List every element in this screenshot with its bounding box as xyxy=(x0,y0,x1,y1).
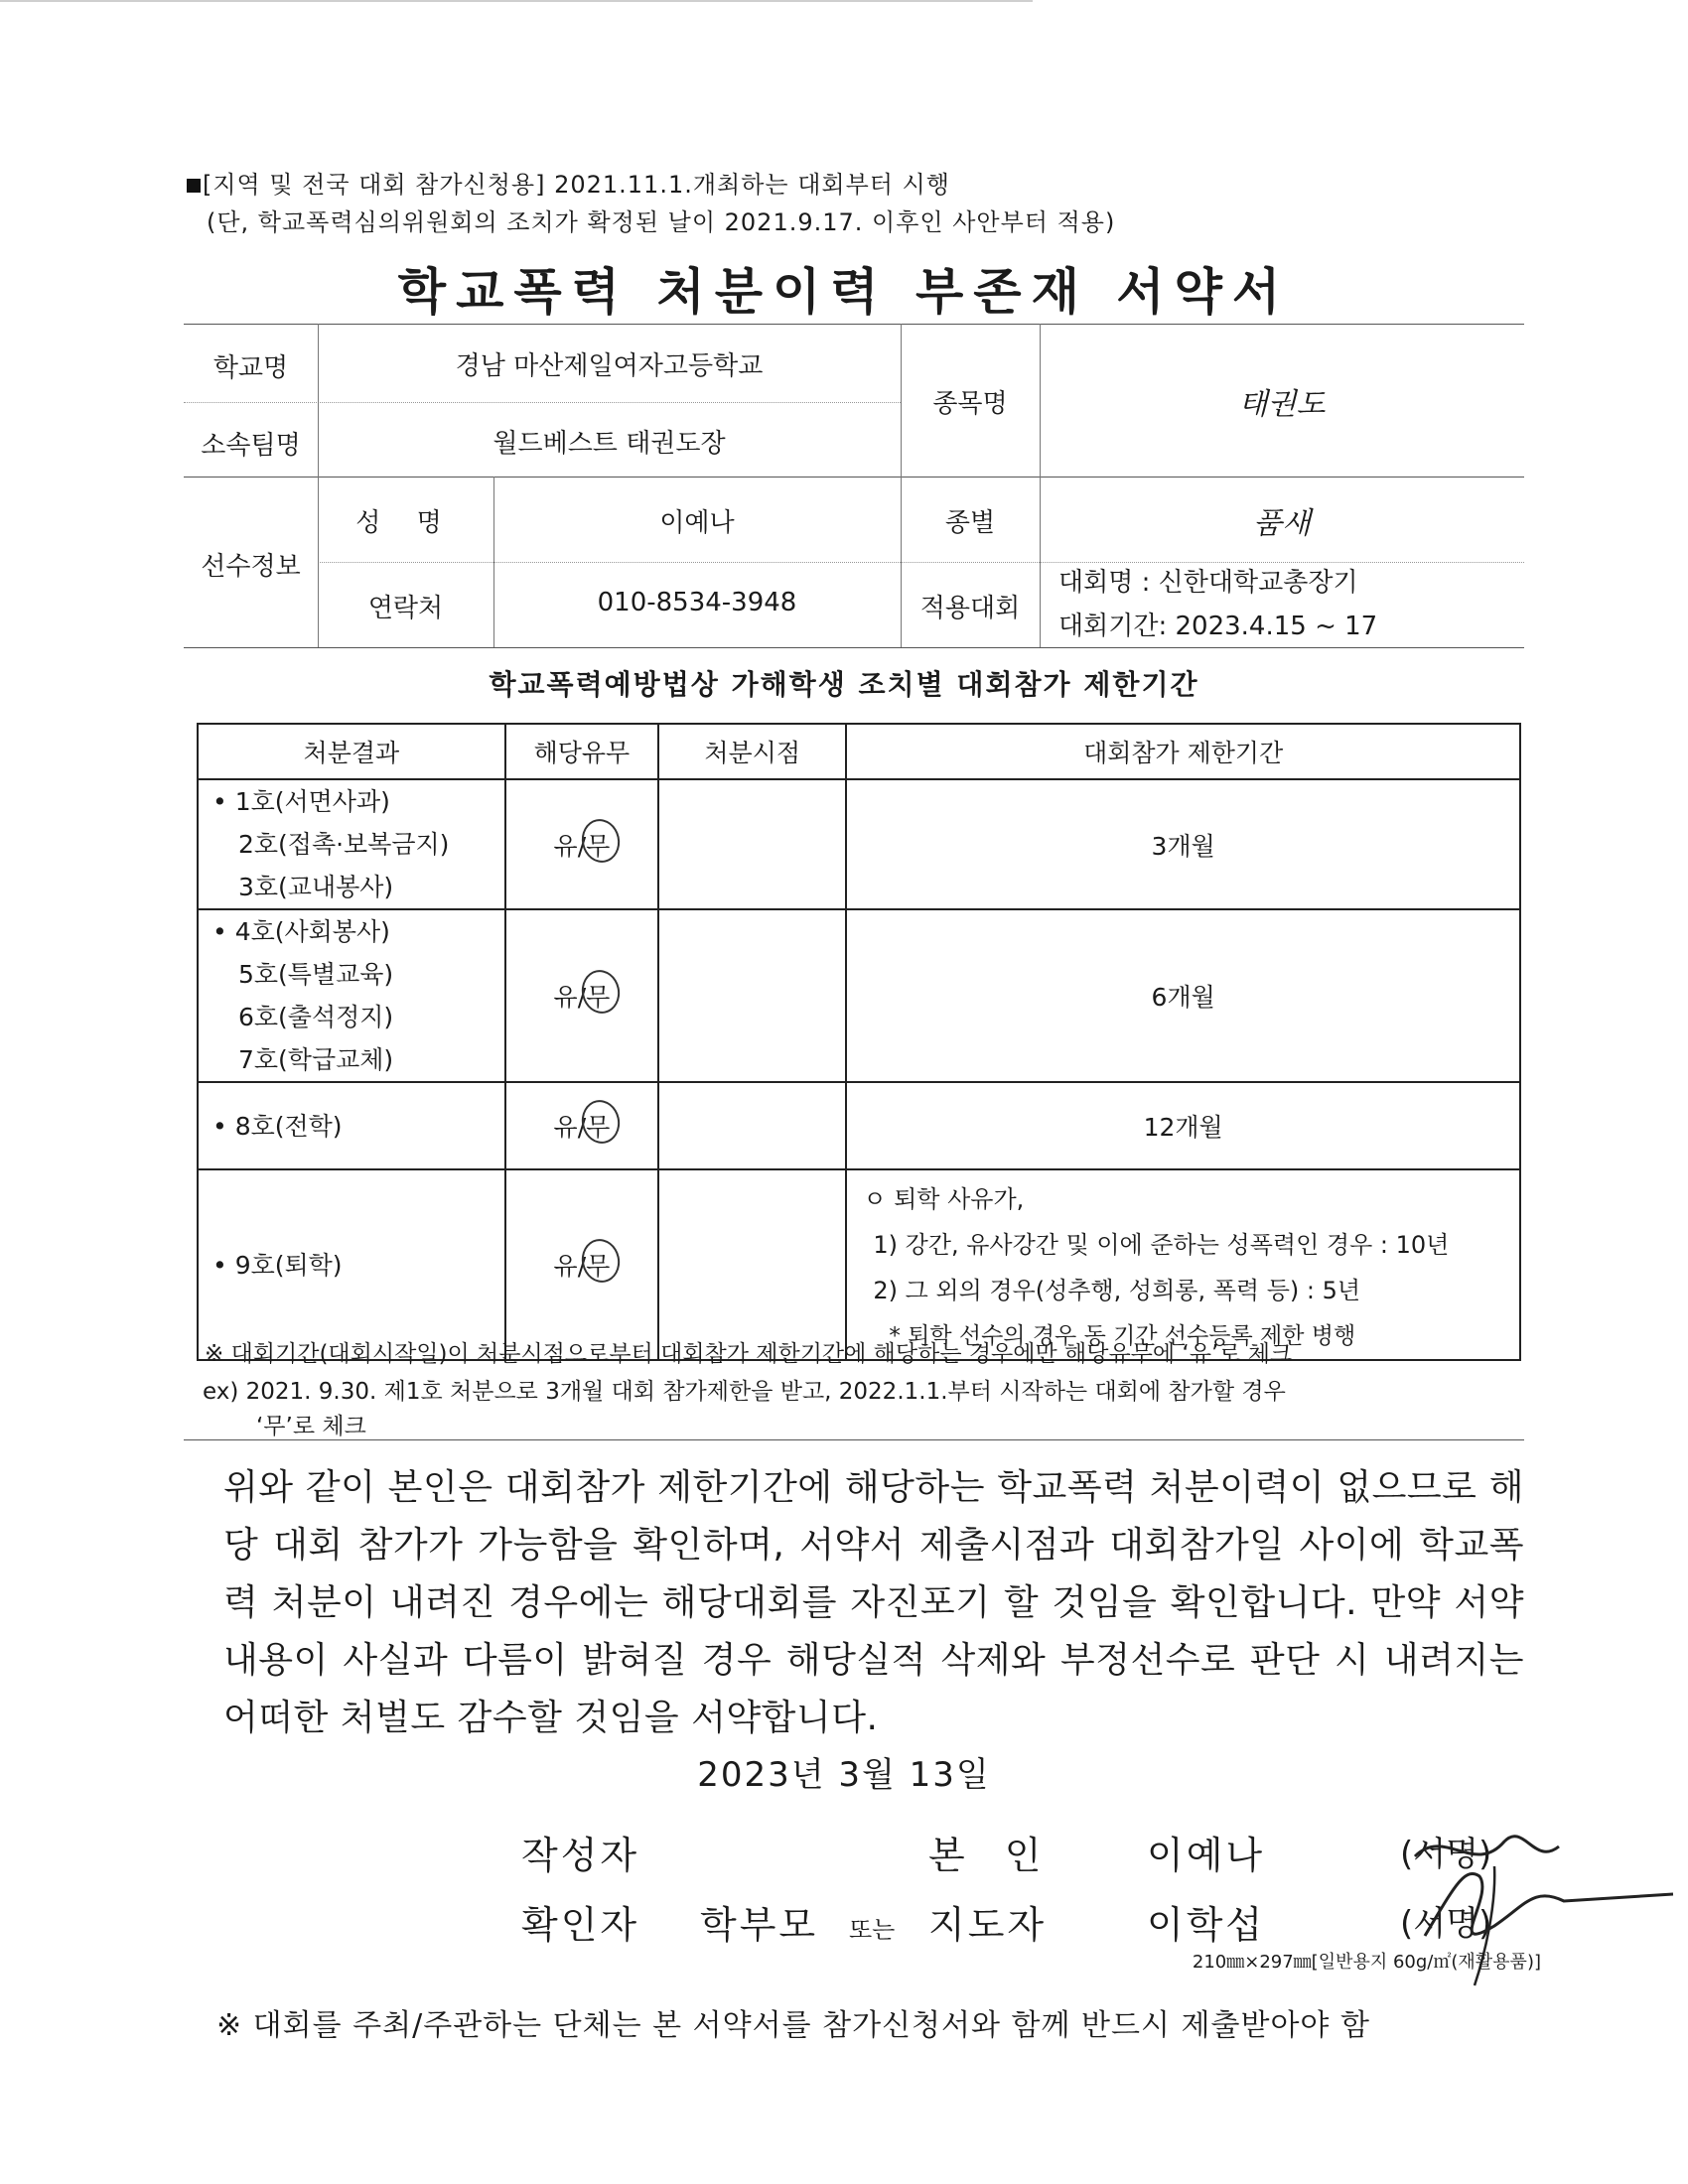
yn-text: 유/무 xyxy=(553,983,611,1012)
player-info-label: 선수정보 xyxy=(201,552,301,582)
school-label: 학교명 xyxy=(212,353,289,383)
footer-note: ※ 대회를 주최/주관하는 단체는 본 서약서를 참가신청서와 함께 반드시 제출받아야 함 xyxy=(216,2008,1370,2043)
event-value: 품새 xyxy=(1253,506,1311,541)
result-item: • 9호(퇴학) xyxy=(212,1250,343,1280)
result-item: 2호(접촉·보복금지) xyxy=(238,830,450,859)
confirm-name: 이학섭 xyxy=(1147,1903,1266,1947)
name-label: 성 명 xyxy=(355,508,456,538)
penalty-header-row xyxy=(198,724,1520,779)
reason-item: 2) 그 외의 경우(성추행, 성희롱, 폭력 등) : 5년 xyxy=(873,1277,1361,1304)
event-label: 종별 xyxy=(944,508,996,538)
writer-sign-label: (서명) xyxy=(1400,1835,1492,1874)
contact-value: 010-8534-3948 xyxy=(597,588,797,617)
penalty-row-4 xyxy=(198,1169,1520,1360)
notice-line-1 xyxy=(187,165,950,200)
confirm-or: 또는 xyxy=(849,1916,896,1944)
paper-spec: 210㎜×297㎜[일반용지 60g/㎡(재활용품)] xyxy=(1192,1952,1541,1973)
row1-yn xyxy=(505,779,658,909)
comp-name: 대회명 : 신한대학교총장기 xyxy=(1058,568,1358,598)
notes-bottom-rule xyxy=(184,1439,1524,1440)
info-top-rule xyxy=(184,324,1524,325)
yn-text: 유/무 xyxy=(553,831,611,861)
writer-role: 본 인 xyxy=(928,1834,1055,1877)
team-label: 소속팀명 xyxy=(201,431,301,461)
row3-yn xyxy=(505,1082,658,1169)
reason-item: 1) 강간, 유사강간 및 이에 준하는 성폭력인 경우 : 10년 xyxy=(873,1231,1450,1259)
row4-results xyxy=(198,1169,505,1360)
note-2: ex) 2021. 9.30. 제1호 처분으로 3개월 대회 참가제한을 받고, 2022.1.1.부터 시작하는 대회에 참가할 경우 xyxy=(203,1379,1286,1405)
yn-text: 유/무 xyxy=(553,1252,611,1281)
notice-text-1: [지역 및 전국 대회 참가신청용] 2021.11.1.개최하는 대회부터 시행 xyxy=(203,171,950,199)
name-value: 이예나 xyxy=(659,508,735,538)
penalty-row-3 xyxy=(198,1082,1520,1169)
row2-timing xyxy=(658,909,846,1082)
row2-period: 6개월 xyxy=(846,909,1520,1082)
confirm-coach: 지도자 xyxy=(928,1903,1048,1947)
row4-yn xyxy=(505,1169,658,1360)
sport-label: 종목명 xyxy=(932,389,1008,419)
row1-timing xyxy=(658,779,846,909)
team-value: 월드베스트 태권도장 xyxy=(492,429,726,459)
result-item: 5호(특별교육) xyxy=(238,960,394,989)
header-period: 대회참가 제한기간 xyxy=(846,724,1520,779)
info-vrule-4 xyxy=(1040,324,1041,647)
row4-timing xyxy=(658,1169,846,1360)
row4-reasons xyxy=(846,1169,1520,1360)
row3-results xyxy=(198,1082,505,1169)
info-bottom-rule xyxy=(184,647,1524,648)
pledge-text: 위와 같이 본인은 대회참가 제한기간에 해당하는 학교폭력 처분이력이 없으므로 해당 대회 참가가 가능함을 확인하며, 서약서 제출시점과 대회참가일 사이에 학교폭력 처분이 내려진 경우에는 해당대회를 자진포기 할 것임을 확인합니다. 만약 서약내용이 사실과 다름이 밝혀질 경우 해당실적 삭제와 부정선수로 판단 시 내려지는 어떠한 처벌도 감수할 것임을 서약합니다. xyxy=(223,1467,1524,1738)
result-item: 3호(교내봉사) xyxy=(238,873,394,901)
row3-timing xyxy=(658,1082,846,1169)
yn-text: 유/무 xyxy=(553,1113,611,1142)
result-item: 7호(학급교체) xyxy=(238,1045,394,1074)
result-item: • 4호(사회봉사) xyxy=(212,917,390,946)
restriction-subtitle: 학교폭력예방법상 가해학생 조치별 대회참가 제한기간 xyxy=(489,668,1199,701)
note-1: ※ 대회기간(대회시작일)이 처분시점으로부터 대회참가 제한기간에 해당하는 경우에만 해당유무에 ‘유’로 체크 xyxy=(205,1341,1293,1367)
square-bullet-icon xyxy=(187,179,201,193)
note-3: ‘무’로 체크 xyxy=(256,1414,366,1439)
school-value: 경남 마산제일여자고등학교 xyxy=(455,351,764,381)
confirm-sign-label: (서명) xyxy=(1400,1904,1492,1944)
scan-edge-line xyxy=(0,0,1033,2)
writer-label: 작성자 xyxy=(521,1834,640,1877)
header-result: 처분결과 xyxy=(198,724,505,779)
penalty-row-1 xyxy=(198,779,1520,909)
result-item: 6호(출석정지) xyxy=(238,1003,394,1031)
header-timing: 처분시점 xyxy=(658,724,846,779)
header-applicable: 해당유무 xyxy=(505,724,658,779)
reason-item: ㅇ 퇴학 사유가, xyxy=(863,1185,1025,1213)
result-item: • 8호(전학) xyxy=(212,1111,343,1141)
info-mid-rule xyxy=(184,477,1524,478)
handwritten-signature xyxy=(1385,1807,1683,2005)
row1-period: 3개월 xyxy=(846,779,1520,909)
contact-label: 연락처 xyxy=(367,594,444,623)
confirm-parent: 학부모 xyxy=(700,1903,819,1947)
row1-results xyxy=(198,779,505,909)
result-item: • 1호(서면사과) xyxy=(212,787,390,816)
penalty-table xyxy=(197,723,1521,1361)
row3-period: 12개월 xyxy=(846,1082,1520,1169)
comp-period: 대회기간: 2023.4.15 ~ 17 xyxy=(1058,612,1378,641)
row2-results xyxy=(198,909,505,1082)
document-title: 학교폭력 처분이력 부존재 서약서 xyxy=(397,263,1291,321)
info-school-divider xyxy=(184,402,901,403)
sport-value: 태권도 xyxy=(1238,387,1326,422)
reason-item: * 퇴학 선수의 경우 동 기간 선수등록 제한 병행 xyxy=(889,1323,1356,1349)
row2-yn xyxy=(505,909,658,1082)
sign-date: 2023년 3월 13일 xyxy=(697,1755,991,1795)
applied-comp-label: 적용대회 xyxy=(919,594,1021,623)
notice-line-2: (단, 학교폭력심의위원회의 조치가 확정된 날이 2021.9.17. 이후인 사안부터 적용) xyxy=(207,208,1116,236)
writer-name: 이예나 xyxy=(1147,1834,1266,1877)
penalty-row-2 xyxy=(198,909,1520,1082)
confirm-label: 확인자 xyxy=(521,1903,640,1947)
